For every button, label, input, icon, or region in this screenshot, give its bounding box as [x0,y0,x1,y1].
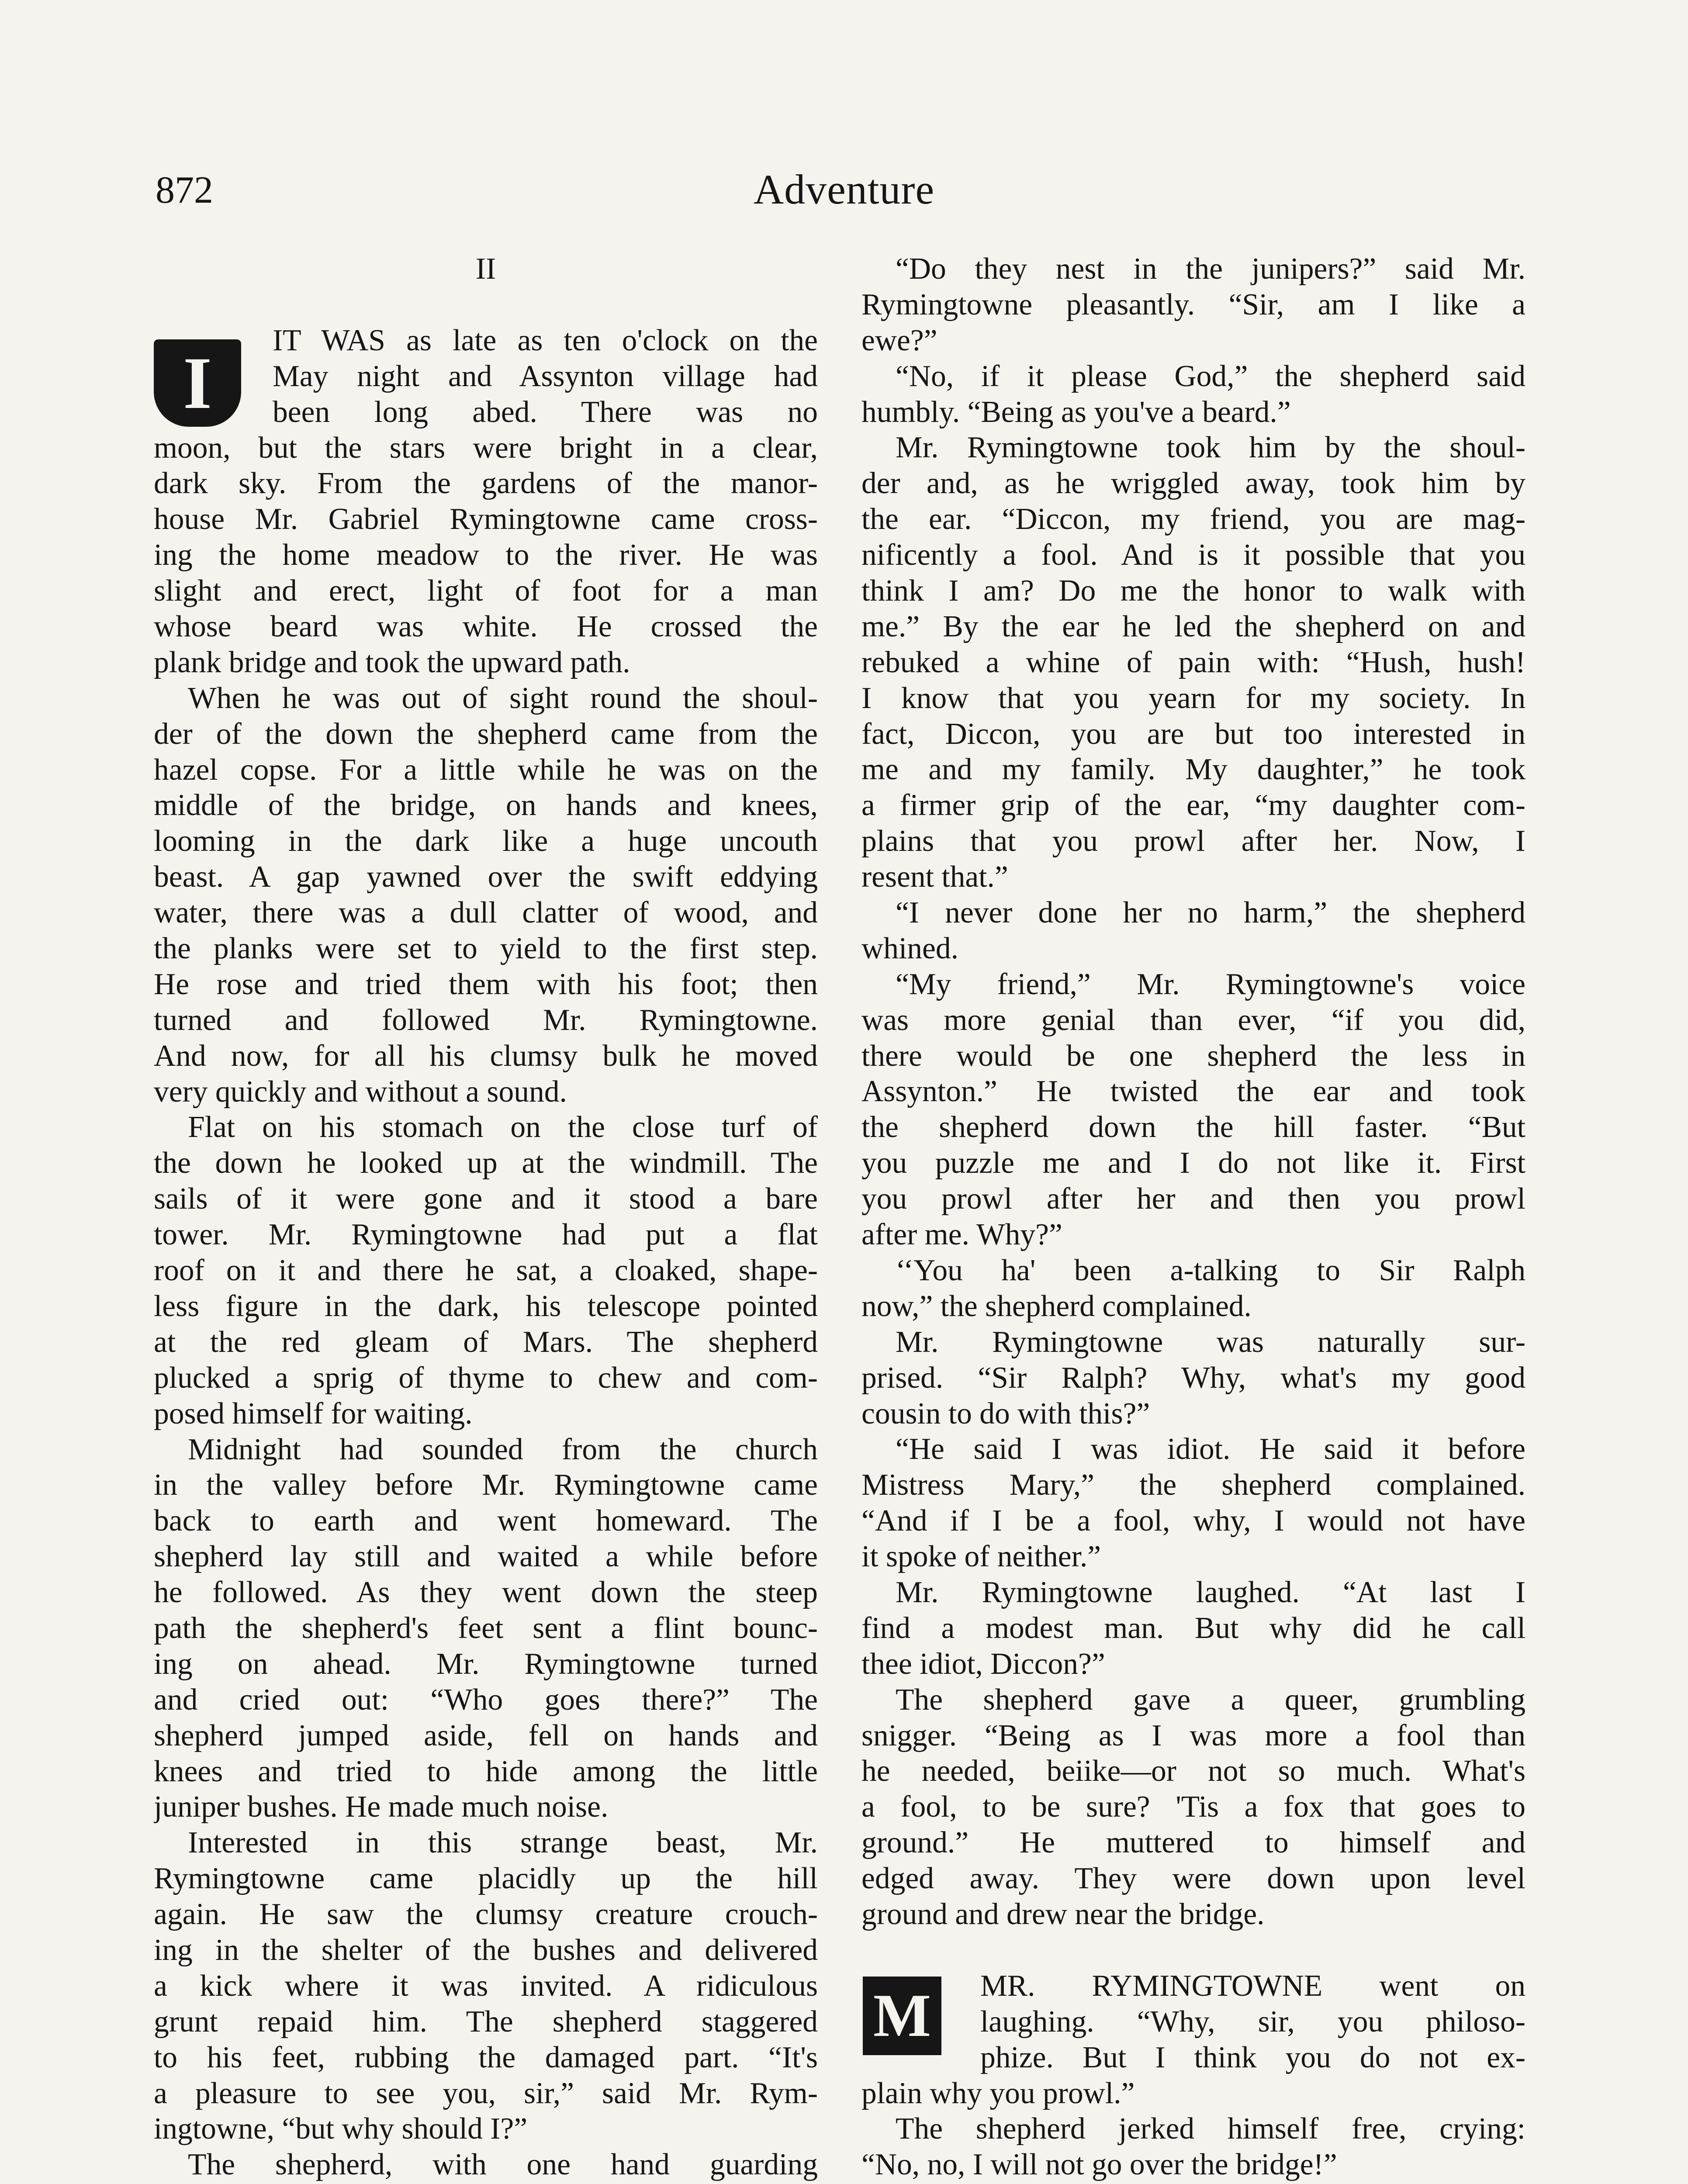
text-line: plain why you prowl.” [861,2076,1135,2110]
text-line: He rose and tried them with his foot; then [154,967,818,1001]
text-line: “No, no, I will not go over the bridge!” [861,2148,1337,2182]
text-line: May night and Assynton village had [273,359,818,393]
text-line: der of the down the shepherd came from the [154,717,818,751]
text-line: roof on it and there he sat, a cloaked, shape- [154,1254,818,1288]
text-line: edged away. They were down upon level [861,1862,1525,1896]
text-line: me.” By the ear he led the shepherd on and [861,609,1525,643]
text-line: Rymingtowne pleasantly. “Sir, am I like a [861,287,1525,321]
drop-cap-initial: M [863,1977,941,2055]
text-line: slight and erect, light of foot for a man [154,574,818,608]
text-line: I know that you yearn for my society. In [861,681,1525,715]
right-column-text [861,251,1525,1932]
text-line: When he was out of sight round the shoul- [188,681,818,715]
text-line: turned and followed Mr. Rymingtowne. [154,1003,818,1037]
text-line: ingtowne, “but why should I?” [154,2112,528,2146]
text-line: knees and tried to hide among the little [154,1754,818,1788]
text-line: IT WAS as late as ten o'clock on the [273,323,818,357]
drop-cap-initial: I [154,339,241,427]
text-line: think I am? Do me the honor to walk with [861,574,1525,608]
text-line: snigger. “Being as I was more a fool than [861,1718,1525,1752]
text-line: Mr. Rymingtowne laughed. “At last I [896,1575,1525,1609]
text-line: find a modest man. But why did he call [861,1611,1525,1645]
text-line: phize. But I think you do not ex- [980,2040,1525,2074]
text-line: water, there was a dull clatter of wood, and [154,896,818,930]
text-line: And now, for all his clumsy bulk he moved [154,1039,818,1073]
text-line: fact, Diccon, you are but too interested in [861,717,1525,751]
text-line: looming in the dark like a huge uncouth [154,824,818,858]
text-line: humbly. “Being as you've a beard.” [861,395,1291,429]
text-line: ground and drew near the bridge. [861,1897,1265,1931]
text-line: you puzzle me and I do not like it. First [861,1146,1525,1180]
text-line: Mr. Rymingtowne took him by the shoul- [896,431,1525,465]
text-line: the shepherd down the hill faster. “But [861,1110,1525,1144]
text-line: shepherd jumped aside, fell on hands and [154,1718,818,1752]
text-line: “I never done her no harm,” the shepherd [896,896,1525,930]
text-line: Rymingtowne came placidly up the hill [154,1862,818,1896]
text-line: laughing. “Why, sir, you philoso- [980,2004,1525,2039]
section-break [861,1932,1525,1968]
text-line: plucked a sprig of thyme to chew and com- [154,1361,818,1395]
text-line: middle of the bridge, on hands and knees, [154,788,818,822]
text-line: you prowl after her and then you prowl [861,1182,1525,1216]
text-line: ing the home meadow to the river. He was [154,538,818,572]
text-line: nificently a fool. And is it possible that you [861,538,1525,572]
text-line: cousin to do with this?” [861,1396,1150,1431]
text-line: less figure in the dark, his telescope pointed [154,1289,818,1323]
text-line: Interested in this strange beast, Mr. [188,1826,818,1860]
text-line: thee idiot, Diccon?” [861,1647,1105,1681]
text-line: posed himself for waiting. [154,1396,473,1431]
text-line: juniper bushes. He made much noise. [154,1790,609,1824]
text-line: whined. [861,931,958,965]
text-line: Flat on his stomach on the close turf of [188,1110,818,1144]
text-line: “He said I was idiot. He said it before [896,1432,1525,1466]
text-line: he needed, beiike—or not so much. What's [861,1754,1525,1788]
text-line: he followed. As they went down the steep [154,1576,818,1610]
text-line: Mistress Mary,” the shepherd complained. [861,1468,1525,1502]
text-line: grunt repaid him. The shepherd staggered [154,2004,818,2039]
text-line: Midnight had sounded from the church [188,1432,818,1466]
text-line: a pleasure to see you, sir,” said Mr. Rym- [154,2076,818,2110]
text-line: beast. A gap yawned over the swift eddying [154,860,818,894]
left-column [154,251,818,2184]
text-line: a firmer grip of the ear, “my daughter com- [861,788,1525,822]
text-line: the down he looked up at the windmill. The [154,1146,818,1180]
text-line: rebuked a whine of pain with: “Hush, hush! [861,645,1525,679]
text-line: very quickly and without a sound. [154,1075,567,1109]
text-line: back to earth and went homeward. The [154,1504,818,1538]
text-line: The shepherd, with one hand guarding [188,2148,818,2182]
text-line: there would be one shepherd the less in [861,1039,1525,1073]
text-line: ‘‘You ha' been a-talking to Sir Ralph [896,1253,1525,1287]
text-line: after me. Why?” [861,1218,1062,1252]
text-line: moon, but the stars were bright in a clear, [154,431,818,465]
text-line: the ear. “Diccon, my friend, you are mag- [861,502,1525,536]
text-line: “No, if it please God,” the shepherd said [896,359,1525,393]
text-line: “My friend,” Mr. Rymingtowne's voice [896,967,1525,1001]
text-line: der and, as he wriggled away, took him by [861,467,1525,501]
text-line: MR. RYMINGTOWNE went on [980,1969,1525,2003]
text-line: ing in the shelter of the bushes and delivered [154,1933,818,1967]
text-line: “Do they nest in the junipers?” said Mr. [896,252,1525,286]
text-line: The shepherd gave a queer, grumbling [896,1683,1525,1717]
text-line: now,” the shepherd complained. [861,1289,1252,1323]
text-line: tower. Mr. Rymingtowne had put a flat [154,1218,818,1252]
text-line: house Mr. Gabriel Rymingtowne came cross- [154,502,818,536]
right-column [861,251,1525,2184]
text-line: shepherd lay still and waited a while before [154,1540,818,1574]
running-head-title: Adventure [753,166,935,213]
text-line: to his feet, rubbing the damaged part. “It's [154,2040,818,2074]
text-line: at the red gleam of Mars. The shepherd [154,1325,818,1359]
text-line: a fool, to be sure? 'Tis a fox that goes to [861,1790,1525,1824]
text-line: it spoke of neither.” [861,1540,1101,1574]
text-line: path the shepherd's feet sent a flint bounc- [154,1611,818,1645]
text-line: a kick where it was invited. A ridiculous [154,1969,818,2003]
text-line: been long abed. There was no [273,395,818,429]
text-line: was more genial than ever, “if you did, [861,1003,1525,1037]
right-column-text-continued [861,1968,1525,2184]
text-line: dark sky. From the gardens of the manor- [154,467,818,501]
text-line: me and my family. My daughter,” he took [861,753,1525,787]
text-line: “And if I be a fool, why, I would not have [861,1504,1525,1538]
text-line: plains that you prowl after her. Now, I [861,824,1525,858]
text-line: ewe?” [861,323,937,357]
text-line: ing on ahead. Mr. Rymingtowne turned [154,1647,818,1681]
left-column-text [154,323,818,2184]
section-heading: II [475,252,496,286]
text-line: the planks were set to yield to the first step. [154,932,818,966]
text-line: The shepherd jerked himself free, crying: [896,2112,1525,2146]
text-line: plank bridge and took the upward path. [154,645,630,679]
text-line: Mr. Rymingtowne was naturally sur- [896,1325,1525,1359]
text-line: whose beard was white. He crossed the [154,610,818,644]
text-line: again. He saw the clumsy creature crouch- [154,1897,818,1932]
text-line: in the valley before Mr. Rymingtowne came [154,1468,818,1502]
text-line: prised. “Sir Ralph? Why, what's my good [861,1361,1525,1395]
page-number: 872 [156,169,213,211]
text-line: sails of it were gone and it stood a bare [154,1182,818,1216]
text-line: ground.” He muttered to himself and [861,1826,1525,1860]
text-line: and cried out: “Who goes there?” The [154,1683,818,1717]
text-line: Assynton.” He twisted the ear and took [861,1075,1525,1109]
text-line: resent that.” [861,860,1008,894]
text-line: hazel copse. For a little while he was on the [154,753,818,787]
